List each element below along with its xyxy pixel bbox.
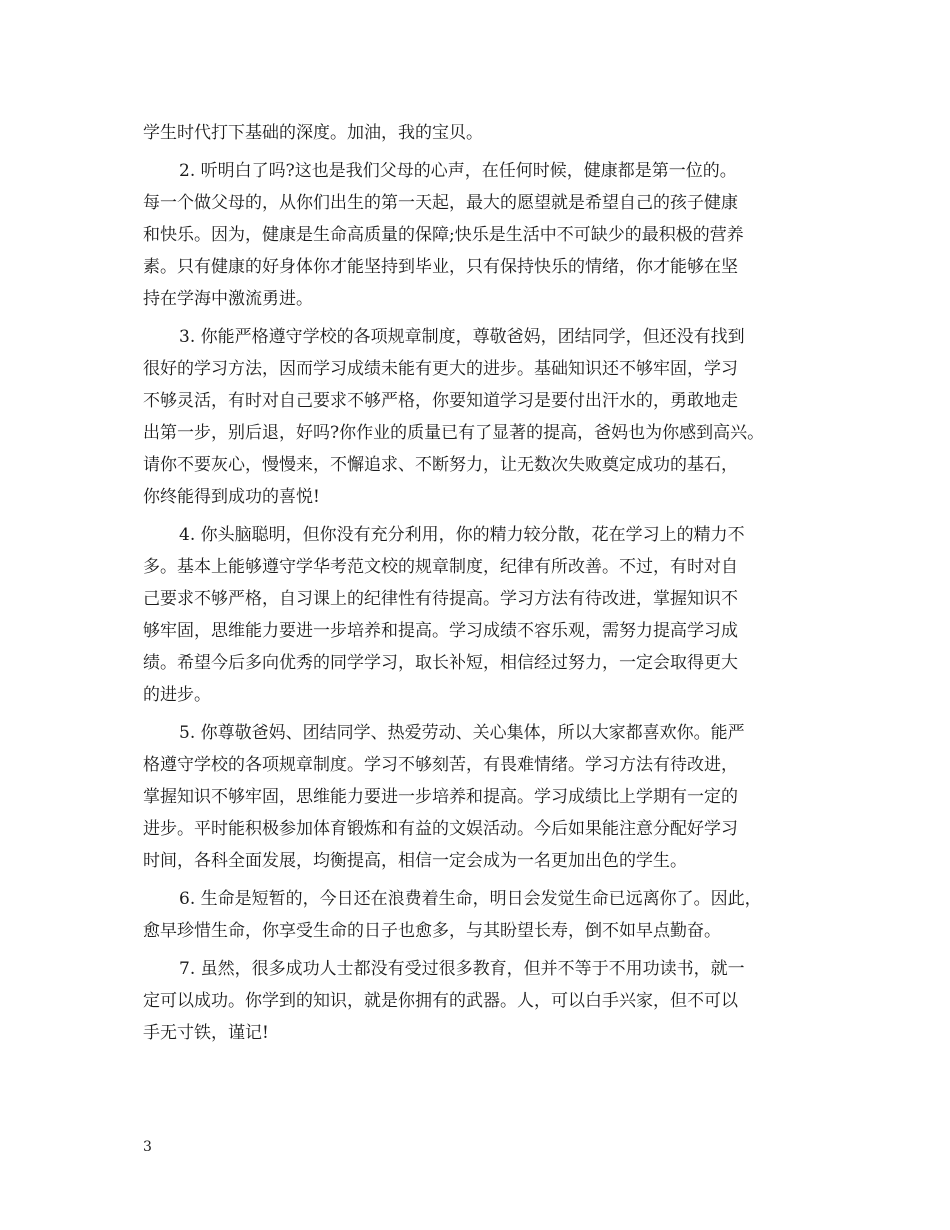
text-line: 多。基本上能够遵守学华考范文校的规章制度，纪律有所改善。不过，有时对自	[143, 557, 738, 577]
page-number: 3	[143, 1139, 152, 1155]
text-line: 持在学海中激流勇进。	[143, 289, 313, 309]
text-line: 3. 你能严格遵守学校的各项规章制度，尊敬爸妈，团结同学，但还没有找到	[179, 327, 745, 347]
text-line: 不够灵活，有时对自己要求不够严格，你要知道学习是要付出汗水的，勇敢地走	[143, 391, 738, 411]
text-line: 进步。平时能积极参加体育锻炼和有益的文娱活动。今后如果能注意分配好学习	[143, 819, 738, 839]
text-line: 4. 你头脑聪明，但你没有充分利用，你的精力较分散，花在学习上的精力不	[179, 525, 745, 545]
text-line: 己要求不够严格，自习课上的纪律性有待提高。学习方法有待改进，掌握知识不	[143, 589, 738, 609]
text-line: 请你不要灰心，慢慢来，不懈追求、不断努力，让无数次失败奠定成功的基石，	[143, 455, 738, 475]
text-line: 素。只有健康的好身体你才能坚持到毕业，只有保持快乐的情绪，你才能够在坚	[143, 257, 738, 277]
text-line: 2. 听明白了吗?这也是我们父母的心声，在任何时候，健康都是第一位的。	[179, 161, 737, 181]
paragraph	[143, 953, 823, 1049]
text-line: 的进步。	[143, 685, 211, 705]
text-line: 定可以成功。你学到的知识，就是你拥有的武器。人，可以白手兴家，但不可以	[143, 991, 738, 1011]
text-line: 绩。希望今后多向优秀的同学学习，取长补短，相信经过努力，一定会取得更大	[143, 653, 738, 673]
paragraph	[143, 321, 823, 513]
text-line: 掌握知识不够牢固，思维能力要进一步培养和提高。学习成绩比上学期有一定的	[143, 787, 738, 807]
text-line: 出第一步，别后退，好吗?你作业的质量已有了显著的提高，爸妈也为你感到高兴。	[143, 423, 765, 443]
text-line: 学生时代打下基础的深度。加油，我的宝贝。	[143, 123, 483, 143]
paragraph	[143, 717, 823, 877]
text-line: 每一个做父母的，从你们出生的第一天起，最大的愿望就是希望自己的孩子健康	[143, 193, 738, 213]
document-body	[143, 117, 823, 1049]
text-line: 5. 你尊敬爸妈、团结同学、热爱劳动、关心集体，所以大家都喜欢你。能严	[179, 723, 745, 743]
text-line: 格遵守学校的各项规章制度。学习不够刻苦，有畏难情绪。学习方法有待改进，	[143, 755, 738, 775]
text-line: 愈早珍惜生命，你享受生命的日子也愈多，与其盼望长寿，倒不如早点勤奋。	[143, 921, 721, 941]
paragraph	[143, 117, 823, 149]
paragraph	[143, 155, 823, 315]
text-line: 6. 生命是短暂的，今日还在浪费着生命，明日会发觉生命已远离你了。因此，	[179, 889, 762, 909]
text-line: 你终能得到成功的喜悦!	[143, 487, 320, 507]
text-line: 很好的学习方法，因而学习成绩未能有更大的进步。基础知识还不够牢固，学习	[143, 359, 738, 379]
text-line: 手无寸铁，谨记!	[143, 1023, 269, 1043]
paragraph	[143, 883, 823, 947]
text-line: 够牢固，思维能力要进一步培养和提高。学习成绩不容乐观，需努力提高学习成	[143, 621, 738, 641]
text-line: 时间，各科全面发展，均衡提高，相信一定会成为一名更加出色的学生。	[143, 851, 687, 871]
text-line: 7. 虽然，很多成功人士都没有受过很多教育，但并不等于不用功读书，就一	[179, 959, 745, 979]
text-line: 和快乐。因为，健康是生命高质量的保障;快乐是生活中不可缺少的最积极的营养	[143, 225, 744, 245]
paragraph	[143, 519, 823, 711]
